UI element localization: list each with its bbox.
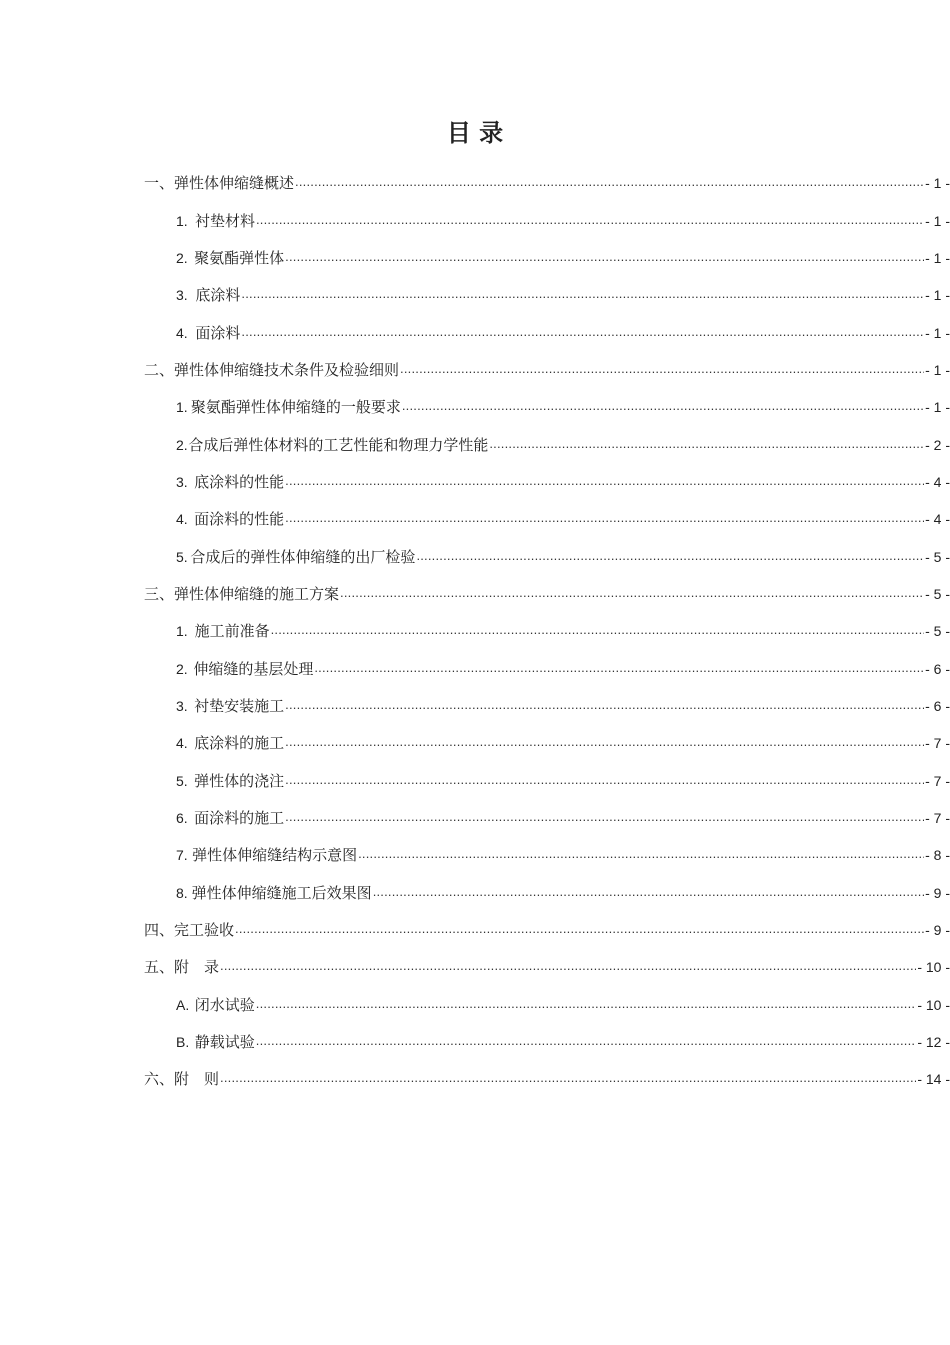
- toc-entry-number: B.: [176, 1034, 190, 1051]
- toc-title: 目 录: [446, 119, 504, 147]
- toc-dot-leader: [235, 919, 924, 939]
- toc-page-number: - 5 -: [925, 548, 950, 565]
- toc-entry-title: 伸缩缝的基层处理: [193, 659, 314, 678]
- toc-dot-leader: [373, 882, 924, 902]
- toc-entry-row: [176, 845, 950, 866]
- toc-subsection-entry[interactable]: [0, 314, 950, 351]
- toc-subsection-entry[interactable]: [0, 800, 950, 837]
- toc-entry-number: 一、: [144, 174, 175, 193]
- toc-entry-row: [176, 323, 950, 344]
- toc-entry-number: 3.: [176, 473, 188, 490]
- toc-entry-row: [176, 696, 950, 717]
- toc-entry-number: A.: [176, 996, 190, 1013]
- toc-entry-title: 弹性体伸缩缝技术条件及检验细则: [174, 360, 400, 379]
- toc-entry-number: 1.: [176, 623, 188, 640]
- toc-subsection-entry[interactable]: [0, 538, 950, 575]
- toc-subsection-entry[interactable]: [0, 240, 950, 277]
- toc-entry-title: 完工验收: [174, 921, 235, 940]
- toc-dot-leader: [256, 994, 917, 1014]
- toc-subsection-entry[interactable]: [0, 277, 950, 314]
- toc-dot-leader: [256, 210, 924, 230]
- toc-subsection-entry[interactable]: [0, 426, 950, 463]
- toc-subsection-entry[interactable]: [0, 202, 950, 239]
- toc-entry-title: 底涂料: [195, 286, 241, 305]
- toc-entry-title: 聚氨酯弹性体: [194, 248, 285, 267]
- toc-page-number: - 9 -: [925, 884, 950, 901]
- toc-entry-number: 3.: [176, 287, 188, 304]
- toc-entry-number: 3.: [176, 697, 188, 714]
- toc-entry-title: 弹性体伸缩缝结构示意图: [192, 846, 358, 865]
- toc-subsection-entry[interactable]: [0, 987, 950, 1024]
- toc-page-number: - 7 -: [925, 810, 950, 827]
- toc-dot-leader: [340, 583, 924, 603]
- toc-subsection-entry[interactable]: [0, 501, 950, 538]
- toc-entry-title: 施工前准备: [194, 622, 270, 641]
- toc-dot-leader: [314, 658, 924, 678]
- toc-entry-row: [176, 733, 950, 754]
- toc-entry-row: [144, 173, 950, 194]
- toc-entry-title: 合成后弹性体材料的工艺性能和物理力学性能: [188, 435, 489, 454]
- toc-page-number: - 4 -: [925, 511, 950, 528]
- toc-page-number: - 1 -: [925, 212, 950, 229]
- toc-dot-leader: [220, 1068, 916, 1088]
- toc-entry-title: 弹性体伸缩缝施工后效果图: [191, 883, 372, 902]
- toc-entry-row: [176, 397, 950, 418]
- toc-entry-row: [144, 584, 950, 605]
- toc-entry-row: [176, 771, 950, 792]
- toc-entry-number: 2.: [176, 436, 188, 453]
- toc-page-number: - 6 -: [925, 660, 950, 677]
- toc-page-number: - 1 -: [925, 399, 950, 416]
- toc-entry-number: 1.: [176, 399, 188, 416]
- toc-entry-row: [144, 957, 950, 978]
- toc-page-number: - 7 -: [925, 772, 950, 789]
- toc-entry-title: 弹性体伸缩缝的施工方案: [174, 584, 340, 603]
- toc-entry-row: [176, 995, 950, 1016]
- toc-entry-title: 衬垫材料: [194, 211, 255, 230]
- toc-subsection-entry[interactable]: [0, 763, 950, 800]
- toc-entry-row: [144, 360, 950, 381]
- toc-entry-number: 二、: [144, 360, 175, 379]
- toc-entry-row: [176, 285, 950, 306]
- toc-entry-row: [176, 435, 950, 456]
- toc-entry-number: 4.: [176, 324, 188, 341]
- toc-subsection-entry[interactable]: [0, 725, 950, 762]
- toc-entry-row: [176, 883, 950, 904]
- toc-entry-title: 闭水试验: [194, 995, 255, 1014]
- toc-entry-title: 弹性体的浇注: [194, 771, 285, 790]
- toc-dot-leader: [489, 434, 924, 454]
- toc-page-number: - 1 -: [925, 361, 950, 378]
- toc-dot-leader: [285, 508, 924, 528]
- toc-entry-title: 静载试验: [194, 1033, 255, 1052]
- toc-page-number: - 12 -: [917, 1034, 950, 1051]
- toc-entry-number: 三、: [144, 584, 175, 603]
- toc-entry-row: [176, 248, 950, 269]
- toc-dot-leader: [285, 807, 924, 827]
- toc-entry-title: 底涂料的性能: [194, 472, 285, 491]
- toc-page-number: - 5 -: [925, 585, 950, 602]
- toc-subsection-entry[interactable]: [0, 464, 950, 501]
- toc-entry-row: [176, 621, 950, 642]
- toc-entry-title: 面涂料的性能: [194, 510, 285, 529]
- toc-dot-leader: [416, 546, 924, 566]
- toc-dot-leader: [285, 471, 924, 491]
- toc-dot-leader: [271, 620, 925, 640]
- toc-dot-leader: [256, 1031, 917, 1051]
- toc-entry-row: [176, 472, 950, 493]
- toc-entry-number: 2.: [176, 660, 188, 677]
- toc-entry-row: [176, 547, 950, 568]
- toc-dot-leader: [285, 247, 924, 267]
- toc-entry-number: 5.: [176, 772, 188, 789]
- toc-entry-title: 附 录: [174, 958, 220, 977]
- toc-entry-title: 附 则: [174, 1070, 220, 1089]
- toc-page-number: - 1 -: [925, 175, 950, 192]
- toc-entry-number: 6.: [176, 810, 188, 827]
- toc-subsection-entry[interactable]: [0, 688, 950, 725]
- toc-entry-row: [176, 1032, 950, 1053]
- toc-dot-leader: [358, 844, 924, 864]
- toc-dot-leader: [285, 695, 924, 715]
- toc-page-number: - 1 -: [925, 249, 950, 266]
- toc-entry-title: 底涂料的施工: [194, 734, 285, 753]
- toc-entry-number: 2.: [176, 249, 188, 266]
- toc-entry-number: 4.: [176, 735, 188, 752]
- toc-section-entry[interactable]: [0, 1061, 950, 1098]
- toc-entry-row: [176, 659, 950, 680]
- toc-section-entry[interactable]: [0, 912, 950, 949]
- toc-entry-title: 弹性体伸缩缝概述: [174, 174, 295, 193]
- toc-entry-number: 六、: [144, 1070, 175, 1089]
- toc-page-number: - 1 -: [925, 324, 950, 341]
- toc-page-number: - 10 -: [917, 996, 950, 1013]
- toc-page-number: - 4 -: [925, 473, 950, 490]
- toc-subsection-entry[interactable]: [0, 875, 950, 912]
- toc-dot-leader: [400, 359, 924, 379]
- toc-entry-title: 面涂料: [195, 323, 241, 342]
- table-of-contents: [0, 165, 950, 1099]
- toc-page-number: - 14 -: [917, 1071, 950, 1088]
- toc-page-number: - 1 -: [925, 287, 950, 304]
- toc-entry-number: 1.: [176, 212, 188, 229]
- toc-subsection-entry[interactable]: [0, 389, 950, 426]
- toc-dot-leader: [285, 770, 924, 790]
- toc-dot-leader: [285, 732, 924, 752]
- toc-entry-row: [144, 1069, 950, 1090]
- toc-entry-number: 4.: [176, 511, 188, 528]
- toc-entry-title: 聚氨酯弹性体伸缩缝的一般要求: [190, 398, 401, 417]
- toc-entry-row: [176, 509, 950, 530]
- toc-entry-row: [176, 211, 950, 232]
- toc-page-number: - 7 -: [925, 735, 950, 752]
- toc-dot-leader: [295, 172, 924, 192]
- toc-entry-title: 衬垫安装施工: [194, 696, 285, 715]
- toc-section-entry[interactable]: [0, 352, 950, 389]
- toc-subsection-entry[interactable]: [0, 837, 950, 874]
- toc-section-entry[interactable]: [0, 165, 950, 202]
- toc-section-entry[interactable]: [0, 576, 950, 613]
- toc-subsection-entry[interactable]: [0, 613, 950, 650]
- toc-entry-title: 面涂料的施工: [194, 809, 285, 828]
- toc-dot-leader: [241, 284, 924, 304]
- toc-entry-number: 四、: [144, 921, 175, 940]
- toc-entry-number: 8.: [176, 884, 188, 901]
- toc-entry-row: [144, 920, 950, 941]
- toc-page-number: - 10 -: [917, 959, 950, 976]
- toc-dot-leader: [241, 322, 924, 342]
- toc-entry-number: 5.: [176, 548, 188, 565]
- toc-entry-number: 7.: [176, 847, 188, 864]
- toc-dot-leader: [402, 396, 924, 416]
- toc-entry-title: 合成后的弹性体伸缩缝的出厂检验: [190, 547, 416, 566]
- toc-page-number: - 5 -: [925, 623, 950, 640]
- toc-subsection-entry[interactable]: [0, 1024, 950, 1061]
- toc-page-number: - 2 -: [925, 436, 950, 453]
- toc-section-entry[interactable]: [0, 949, 950, 986]
- toc-page-number: - 8 -: [925, 847, 950, 864]
- toc-entry-number: 五、: [144, 958, 175, 977]
- toc-page-number: - 9 -: [925, 922, 950, 939]
- toc-page-number: - 6 -: [925, 697, 950, 714]
- toc-subsection-entry[interactable]: [0, 650, 950, 687]
- toc-entry-row: [176, 808, 950, 829]
- toc-dot-leader: [220, 956, 916, 976]
